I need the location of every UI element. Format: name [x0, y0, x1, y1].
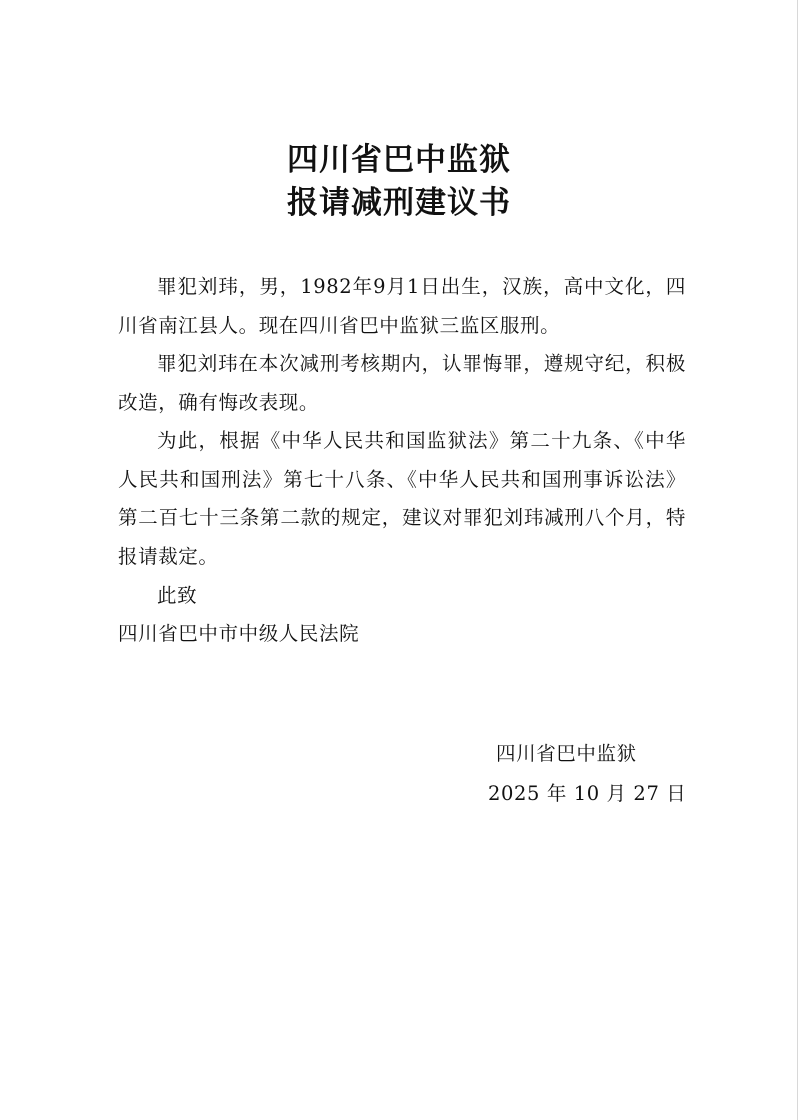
recipient-court: 四川省巴中市中级人民法院 [118, 622, 360, 645]
signer-institution: 四川省巴中监狱 [496, 742, 637, 765]
document-title-line1: 四川省巴中监狱 [287, 142, 511, 178]
paragraph-legal-basis: 为此，根据《中华人民共和国监狱法》第二十九条、《中华人民共和国刑法》第七十八条、《中华人民共和国刑事诉讼法》第二百七十三条第二款的规定，建议对罪犯刘玮减刑八个月，特报请裁定。 [118, 429, 686, 568]
paragraph-basic-info: 罪犯刘玮，男，1982年9月1日出生，汉族，高中文化，四川省南江县人。现在四川省巴中监狱三监区服刑。 [118, 275, 686, 337]
paragraph-performance: 罪犯刘玮在本次减刑考核期内，认罪悔罪，遵规守纪，积极改造，确有悔改表现。 [118, 352, 686, 414]
document-date: 2025 年 10 月 27 日 [488, 782, 687, 805]
salutation: 此致 [157, 584, 198, 607]
document-title-line2: 报请减刑建议书 [287, 185, 511, 221]
